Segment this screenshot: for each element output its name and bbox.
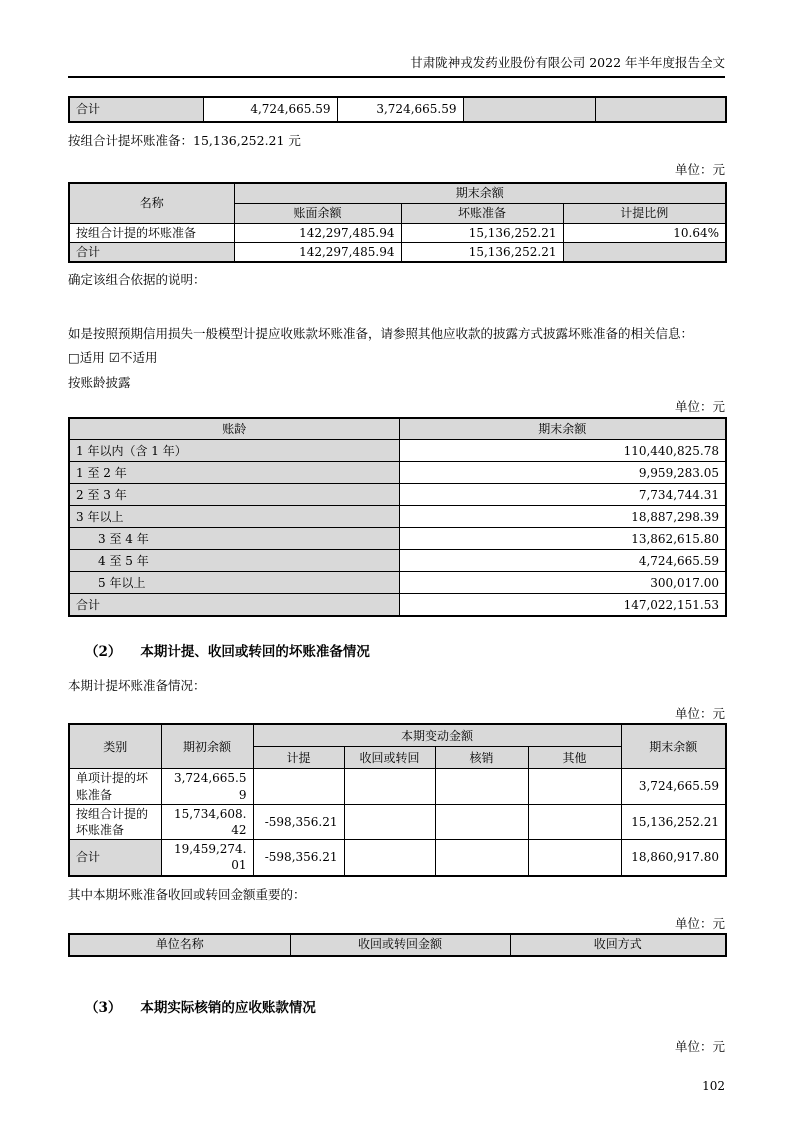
portfolio-provision-table <box>68 182 727 263</box>
col-header-aging: 账龄 <box>69 418 399 440</box>
aging-value-cell: 110,440,825.78 <box>399 440 726 462</box>
writeoff-cell <box>435 769 528 804</box>
section-title: 本期实际核销的应收账款情况 <box>140 999 316 1016</box>
header-row <box>69 183 726 203</box>
aging-label-cell: 2 至 3 年 <box>69 484 399 506</box>
bad-debt-cell: 15,136,252.21 <box>401 242 563 262</box>
other-cell <box>528 840 621 876</box>
section-title: 本期计提、收回或转回的坏账准备情况 <box>140 643 370 660</box>
bad-debt-cell: 15,136,252.21 <box>401 223 563 242</box>
recovery-caption: 其中本期坏账准备收回或转回金额重要的： <box>68 886 306 902</box>
col-header-book-balance: 账面余额 <box>234 203 401 223</box>
unit-label: 单位：元 <box>674 915 725 931</box>
col-header-balance: 期末余额 <box>399 418 726 440</box>
total-value-cell: 3,724,665.59 <box>337 97 463 122</box>
aging-value-cell: 9,959,283.05 <box>399 462 726 484</box>
other-cell <box>528 804 621 839</box>
basis-note: 确定该组合依据的说明： <box>68 271 206 287</box>
aging-value-cell: 300,017.00 <box>399 572 726 594</box>
provision-cell: -598,356.21 <box>253 804 344 839</box>
aging-label-cell: 3 至 4 年 <box>69 528 399 550</box>
writeoff-cell <box>435 840 528 876</box>
row-name-cell: 按组合计提的坏账准备 <box>69 223 234 242</box>
total-row <box>69 594 726 616</box>
header-row <box>69 418 726 440</box>
table-row <box>69 97 726 122</box>
aging-label-cell: 3 年以上 <box>69 506 399 528</box>
opening-cell: 15,734,608.42 <box>161 804 253 839</box>
carryover-total-table <box>68 96 727 123</box>
col-header-recover: 收回或转回 <box>344 747 435 769</box>
book-balance-cell: 142,297,485.94 <box>234 223 401 242</box>
other-cell <box>528 769 621 804</box>
opening-cell: 19,459,274.01 <box>161 840 253 876</box>
opening-cell: 3,724,665.59 <box>161 769 253 804</box>
table-row <box>69 550 726 572</box>
aging-label-cell: 1 至 2 年 <box>69 462 399 484</box>
col-header-closing: 期末余额 <box>621 724 726 769</box>
writeoff-cell <box>435 804 528 839</box>
aging-label-cell: 5 年以上 <box>69 572 399 594</box>
closing-cell: 15,136,252.21 <box>621 804 726 839</box>
book-balance-cell: 142,297,485.94 <box>234 242 401 262</box>
report-title: 甘肃陇神戎发药业股份有限公司 2022 年半年度报告全文 <box>410 55 725 70</box>
table-row <box>69 506 726 528</box>
table-row <box>69 440 726 462</box>
total-value-cell: 4,724,665.59 <box>203 97 337 122</box>
col-header-unit-name: 单位名称 <box>69 934 290 956</box>
unit-label: 单位：元 <box>674 398 725 414</box>
aging-value-cell: 18,887,298.39 <box>399 506 726 528</box>
table-row <box>69 572 726 594</box>
empty-cell <box>563 242 726 262</box>
section-number: （3） <box>85 999 122 1016</box>
col-header-name: 名称 <box>69 183 234 223</box>
provision-cell <box>253 769 344 804</box>
col-header-opening: 期初余额 <box>161 724 253 769</box>
page-content <box>68 55 725 1093</box>
aging-label-cell: 1 年以内（含 1 年） <box>69 440 399 462</box>
table-row <box>69 484 726 506</box>
table-row <box>69 223 726 242</box>
category-cell: 单项计提的坏账准备 <box>69 769 161 804</box>
total-row <box>69 242 726 262</box>
col-header-provision: 计提 <box>253 747 344 769</box>
unit-label: 单位：元 <box>674 162 725 177</box>
section-heading-2 <box>68 643 725 661</box>
table-row <box>69 528 726 550</box>
provision-cell: -598,356.21 <box>253 840 344 876</box>
closing-cell: 3,724,665.59 <box>621 769 726 804</box>
aging-label-cell: 合计 <box>69 594 399 616</box>
applicable-checkboxes: □适用 ☑不适用 <box>68 349 158 365</box>
col-header-bad-debt: 坏账准备 <box>401 203 563 223</box>
category-cell: 按组合计提的坏账准备 <box>69 804 161 839</box>
aging-value-cell: 147,022,151.53 <box>399 594 726 616</box>
recover-cell <box>344 804 435 839</box>
category-cell: 合计 <box>69 840 161 876</box>
table-row <box>69 804 726 839</box>
col-header-writeoff: 核销 <box>435 747 528 769</box>
recovery-table <box>68 933 727 957</box>
section-number: （2） <box>85 643 122 660</box>
col-header-category: 类别 <box>69 724 161 769</box>
col-header-movement: 本期变动金额 <box>253 724 621 747</box>
recover-cell <box>344 840 435 876</box>
table-row <box>69 462 726 484</box>
aging-label-cell: 4 至 5 年 <box>69 550 399 572</box>
recover-cell <box>344 769 435 804</box>
row-name-cell: 合计 <box>69 242 234 262</box>
provision-caption: 本期计提坏账准备情况： <box>68 677 206 693</box>
page-number: 102 <box>702 1078 725 1093</box>
ecl-note: 如是按照预期信用损失一般模型计提应收账款坏账准备，请参照其他应收款的披露方式披露坏账准备的相关信息： <box>68 325 694 341</box>
aging-caption: 按账龄披露 <box>68 374 131 390</box>
aging-value-cell: 4,724,665.59 <box>399 550 726 572</box>
header-row <box>69 934 726 956</box>
col-header-recover-amount: 收回或转回金额 <box>290 934 510 956</box>
total-row <box>69 840 726 876</box>
page-header <box>68 55 725 78</box>
unit-label: 单位：元 <box>674 1038 725 1054</box>
unit-label: 单位：元 <box>674 705 725 721</box>
aging-value-cell: 7,734,744.31 <box>399 484 726 506</box>
total-label-cell: 合计 <box>69 97 203 122</box>
col-header-ratio: 计提比例 <box>563 203 726 223</box>
col-header-period-end: 期末余额 <box>234 183 726 203</box>
aging-value-cell: 13,862,615.80 <box>399 528 726 550</box>
col-header-other: 其他 <box>528 747 621 769</box>
empty-cell <box>463 97 595 122</box>
movement-table <box>68 723 727 877</box>
col-header-recover-method: 收回方式 <box>510 934 726 956</box>
group-provision-note: 按组合计提坏账准备：15,136,252.21 元 <box>68 133 301 148</box>
table-row <box>69 769 726 804</box>
closing-cell: 18,860,917.80 <box>621 840 726 876</box>
section-heading-3 <box>68 999 725 1017</box>
aging-table <box>68 417 727 617</box>
empty-cell <box>595 97 726 122</box>
ratio-cell: 10.64% <box>563 223 726 242</box>
header-row <box>69 724 726 747</box>
